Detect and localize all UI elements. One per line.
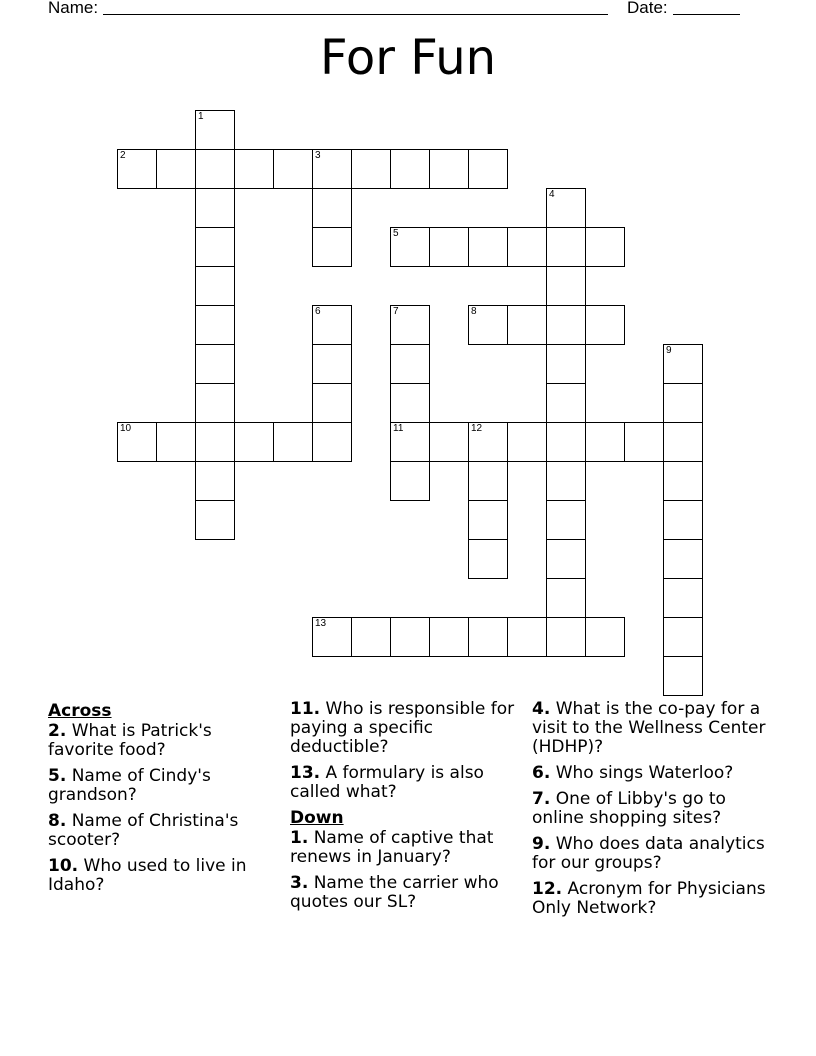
grid-cell[interactable] bbox=[312, 617, 352, 657]
grid-cell[interactable] bbox=[429, 149, 469, 189]
clue-down-1: 1. Name of captive that renews in January? bbox=[290, 828, 494, 867]
grid-cell[interactable] bbox=[546, 227, 586, 267]
grid-cell[interactable] bbox=[546, 188, 586, 228]
grid-cell[interactable] bbox=[468, 461, 508, 501]
clue-down-4: 4. What is the co-pay for a visit to the Wellness Center (HDHP)? bbox=[532, 699, 766, 757]
grid-cell[interactable] bbox=[312, 149, 352, 189]
grid-cell[interactable] bbox=[273, 149, 313, 189]
grid-cell[interactable] bbox=[468, 305, 508, 345]
clue-across-5: 5. Name of Cindy's grandson? bbox=[48, 766, 211, 805]
grid-cell[interactable] bbox=[663, 578, 703, 618]
grid-cell[interactable] bbox=[390, 422, 430, 462]
down-heading: Down bbox=[290, 808, 344, 828]
grid-cell[interactable] bbox=[156, 149, 196, 189]
grid-cell[interactable] bbox=[507, 227, 547, 267]
grid-cell[interactable] bbox=[390, 383, 430, 423]
grid-cell[interactable] bbox=[429, 227, 469, 267]
grid-cell[interactable] bbox=[390, 617, 430, 657]
grid-cell[interactable] bbox=[468, 227, 508, 267]
cell-number: 13 bbox=[315, 618, 327, 629]
name-label: Name: bbox=[48, 0, 99, 17]
cell-number: 11 bbox=[393, 423, 404, 434]
grid-cell[interactable] bbox=[429, 617, 469, 657]
grid-cell[interactable] bbox=[312, 422, 352, 462]
grid-cell[interactable] bbox=[195, 422, 235, 462]
cell-number: 9 bbox=[666, 345, 672, 356]
grid-cell[interactable] bbox=[507, 305, 547, 345]
clue-across-2: 2. What is Patrick's favorite food? bbox=[48, 721, 212, 760]
cell-number: 10 bbox=[120, 423, 132, 434]
clue-across-10: 10. Who used to live in Idaho? bbox=[48, 856, 247, 895]
grid-cell[interactable] bbox=[468, 500, 508, 540]
clue-down-7: 7. One of Libby's go to online shopping sites? bbox=[532, 789, 726, 828]
grid-cell[interactable] bbox=[585, 422, 625, 462]
grid-cell[interactable] bbox=[468, 539, 508, 579]
clue-down-12: 12. Acronym for Physicians Only Network? bbox=[532, 879, 766, 918]
page-title: For Fun bbox=[319, 30, 497, 86]
cell-number: 4 bbox=[549, 189, 555, 200]
cell-number: 7 bbox=[393, 306, 399, 317]
grid-cell[interactable] bbox=[663, 656, 703, 696]
grid-cell[interactable] bbox=[663, 383, 703, 423]
grid-cell[interactable] bbox=[351, 149, 391, 189]
grid-cell[interactable] bbox=[546, 305, 586, 345]
cell-number: 8 bbox=[471, 306, 477, 317]
cell-number: 12 bbox=[471, 423, 483, 434]
grid-cell[interactable] bbox=[663, 617, 703, 657]
grid-cell[interactable] bbox=[390, 305, 430, 345]
grid-cell[interactable] bbox=[507, 617, 547, 657]
grid-cell[interactable] bbox=[312, 383, 352, 423]
grid-cell[interactable] bbox=[312, 188, 352, 228]
grid-cell[interactable] bbox=[312, 344, 352, 384]
grid-cell[interactable] bbox=[585, 617, 625, 657]
grid-cell[interactable] bbox=[117, 422, 157, 462]
clue-across-8: 8. Name of Christina's scooter? bbox=[48, 811, 239, 850]
grid-cell[interactable] bbox=[546, 500, 586, 540]
grid-cell[interactable] bbox=[195, 227, 235, 267]
grid-cell[interactable] bbox=[546, 422, 586, 462]
clues-column-1 bbox=[48, 700, 278, 902]
grid-cell[interactable] bbox=[390, 149, 430, 189]
cell-number: 6 bbox=[315, 306, 321, 317]
grid-cell[interactable] bbox=[663, 422, 703, 462]
grid-cell[interactable] bbox=[468, 422, 508, 462]
grid-cell[interactable] bbox=[546, 578, 586, 618]
clue-down-6: 6. Who sings Waterloo? bbox=[532, 763, 734, 783]
grid-cell[interactable] bbox=[195, 149, 235, 189]
grid-cell[interactable] bbox=[546, 344, 586, 384]
grid-cell[interactable] bbox=[546, 539, 586, 579]
clue-down-3: 3. Name the carrier who quotes our SL? bbox=[290, 873, 499, 912]
clue-across-13: 13. A formulary is also called what? bbox=[290, 763, 484, 802]
grid-cell[interactable] bbox=[195, 383, 235, 423]
grid-cell[interactable] bbox=[663, 461, 703, 501]
grid-cell[interactable] bbox=[546, 266, 586, 306]
grid-cell[interactable] bbox=[546, 617, 586, 657]
grid-cell[interactable] bbox=[663, 500, 703, 540]
date-label: Date: bbox=[627, 0, 668, 17]
grid-cell[interactable] bbox=[468, 149, 508, 189]
grid-cell[interactable] bbox=[234, 149, 274, 189]
clues-column-2 bbox=[290, 700, 525, 919]
grid-cell[interactable] bbox=[195, 461, 235, 501]
cell-number: 2 bbox=[120, 150, 126, 161]
grid-cell[interactable] bbox=[195, 344, 235, 384]
grid-cell[interactable] bbox=[663, 344, 703, 384]
grid-cell[interactable] bbox=[351, 617, 391, 657]
across-heading: Across bbox=[48, 701, 112, 721]
grid-cell[interactable] bbox=[312, 227, 352, 267]
grid-cell[interactable] bbox=[195, 266, 235, 306]
grid-cell[interactable] bbox=[195, 305, 235, 345]
grid-cell[interactable] bbox=[390, 461, 430, 501]
cell-number: 5 bbox=[393, 228, 399, 239]
clues-column-3 bbox=[532, 700, 782, 925]
grid-cell[interactable] bbox=[390, 344, 430, 384]
grid-cell[interactable] bbox=[312, 305, 352, 345]
grid-cell[interactable] bbox=[195, 500, 235, 540]
grid-cell[interactable] bbox=[429, 422, 469, 462]
grid-cell[interactable] bbox=[663, 539, 703, 579]
grid-cell[interactable] bbox=[117, 149, 157, 189]
cell-number: 1 bbox=[198, 111, 204, 122]
grid-cell[interactable] bbox=[390, 227, 430, 267]
grid-cell[interactable] bbox=[624, 422, 664, 462]
grid-cell[interactable] bbox=[585, 305, 625, 345]
grid-cell[interactable] bbox=[585, 227, 625, 267]
grid-cell[interactable] bbox=[546, 461, 586, 501]
grid-cell[interactable] bbox=[546, 383, 586, 423]
cell-number: 3 bbox=[315, 150, 321, 161]
grid-cell[interactable] bbox=[195, 110, 235, 150]
grid-cell[interactable] bbox=[234, 422, 274, 462]
clue-across-11: 11. Who is responsible for paying a specific deductible? bbox=[290, 699, 515, 757]
clue-down-9: 9. Who does data analytics for our groups? bbox=[532, 834, 765, 873]
grid-cell[interactable] bbox=[273, 422, 313, 462]
grid-cell[interactable] bbox=[468, 617, 508, 657]
grid-cell[interactable] bbox=[195, 188, 235, 228]
grid-cell[interactable] bbox=[156, 422, 196, 462]
grid-cell[interactable] bbox=[507, 422, 547, 462]
